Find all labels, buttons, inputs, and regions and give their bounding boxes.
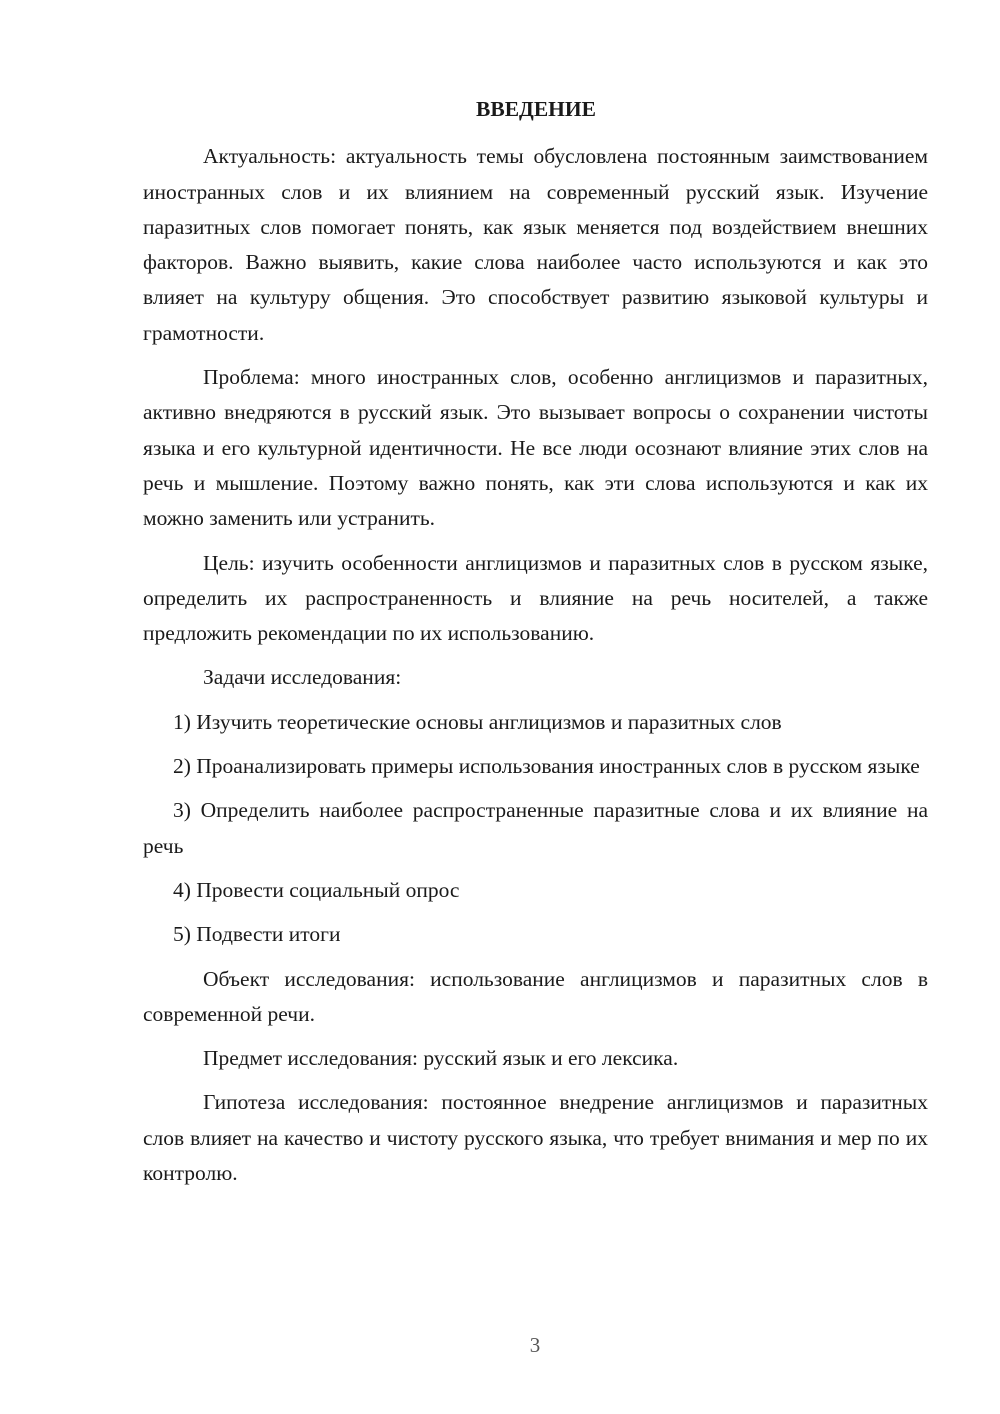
paragraph-goal: Цель: изучить особенности англицизмов и паразитных слов в русском языке, определить их распространенность и влияние на речь носителей, а также предложить рекомендации по их использованию. xyxy=(143,550,928,646)
task-item-3: 3) Определить наиболее распространенные паразитные слова и их влияние на речь xyxy=(143,798,928,858)
paragraph-tasks-heading: Задачи исследования: xyxy=(203,665,402,690)
page-title: ВВЕДЕНИЕ xyxy=(476,97,596,121)
task-item-4: 4) Провести социальный опрос xyxy=(173,877,460,902)
task-item-5: 5) Подвести итоги xyxy=(173,922,341,947)
page-number: 3 xyxy=(529,1333,541,1357)
page-content xyxy=(143,92,928,1200)
paragraph-relevance: Актуальность: актуальность темы обусловлена постоянным заимствованием иностранных слов и их влиянием на современный русский язык. Изучение паразитных слов помогает понять, как язык меняется под воздействием внешних факторов. Важно выявить, какие слова наиболее часто используются и как это влияет на культуру общения. Это способствует развитию языковой культуры и грамотности. xyxy=(143,144,928,345)
paragraph-problem: Проблема: много иностранных слов, особенно англицизмов и паразитных, активно внедряются в русский язык. Это вызывает вопросы о сохранении чистоты языка и его культурной идентичности. Не все люди осознают влияние этих слов на речь и мышление. Поэтому важно понять, как эти слова используются и как их можно заменить или устранить. xyxy=(143,365,928,531)
task-item-1: 1) Изучить теоретические основы англицизмов и паразитных слов xyxy=(173,709,782,734)
paragraph-subject: Предмет исследования: русский язык и его лексика. xyxy=(203,1046,679,1071)
paragraph-object: Объект исследования: использование англицизмов и паразитных слов в современной речи. xyxy=(143,966,928,1026)
paragraph-hypothesis: Гипотеза исследования: постоянное внедрение англицизмов и паразитных слов влияет на качество и чистоту русского языка, что требует внимания и мер по их контролю. xyxy=(143,1090,928,1186)
task-item-2: 2) Проанализировать примеры использования иностранных слов в русском языке xyxy=(173,754,920,779)
